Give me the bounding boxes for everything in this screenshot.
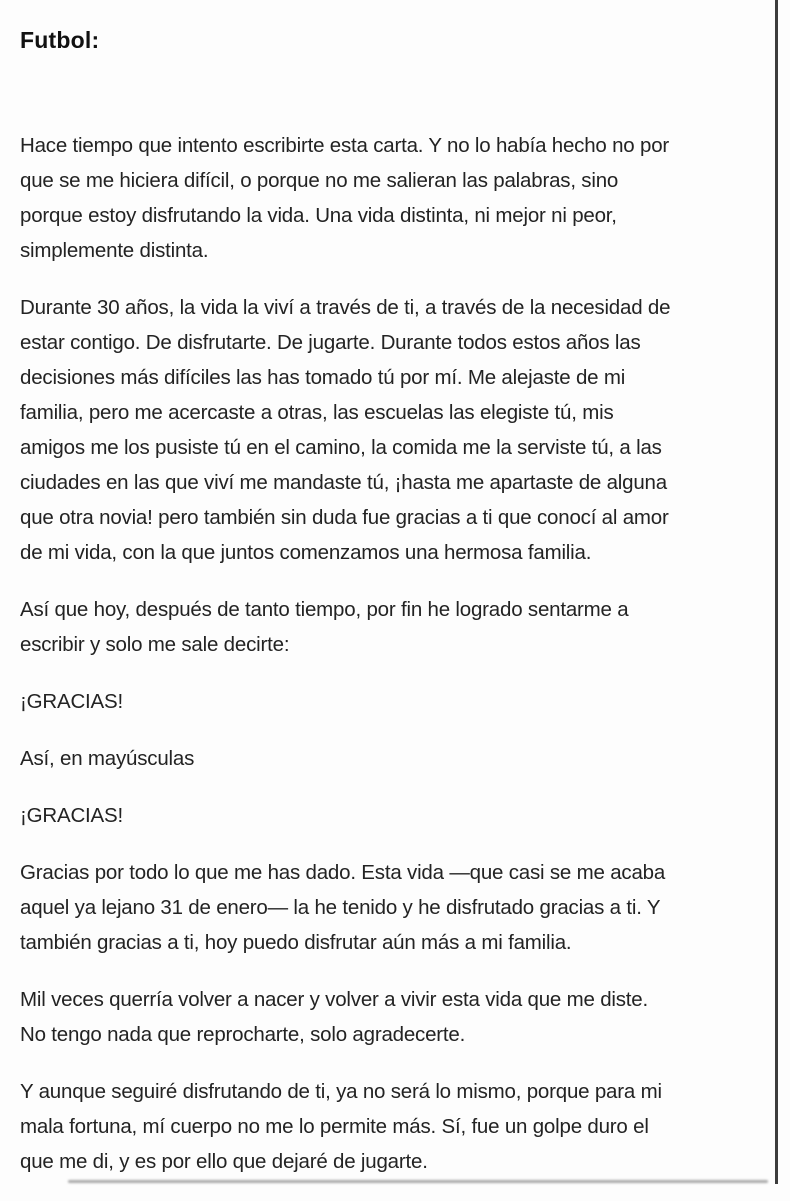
paragraph bbox=[20, 855, 766, 960]
paragraph bbox=[20, 684, 766, 719]
text-line: ¡GRACIAS! bbox=[20, 690, 123, 713]
letter-paragraphs bbox=[20, 128, 766, 1179]
text-line: de mi vida, con la que juntos comenzamos una hermosa familia. bbox=[20, 541, 592, 564]
text-line: Hace tiempo que intento escribirte esta carta. Y no lo había hecho no por bbox=[20, 134, 670, 157]
text-line: que otra novia! pero también sin duda fue gracias a ti que conocí al amor bbox=[20, 506, 669, 529]
text-line: también gracias a ti, hoy puedo disfrutar aún más a mi familia. bbox=[20, 931, 572, 954]
text-line: escribir y solo me sale decirte: bbox=[20, 633, 290, 656]
paragraph bbox=[20, 128, 766, 268]
page-edge-border bbox=[775, 0, 778, 1184]
letter-content bbox=[20, 26, 766, 1201]
text-line: mala fortuna, mí cuerpo no me lo permite más. Sí, fue un golpe duro el bbox=[20, 1115, 649, 1138]
text-line: ¡GRACIAS! bbox=[20, 804, 123, 827]
paragraph bbox=[20, 290, 766, 570]
text-line: simplemente distinta. bbox=[20, 239, 209, 262]
text-line: Así, en mayúsculas bbox=[20, 747, 195, 770]
document-title: Futbol: bbox=[20, 27, 100, 53]
cut-off-text-line bbox=[68, 1180, 768, 1183]
paragraph bbox=[20, 592, 766, 662]
paragraph bbox=[20, 798, 766, 833]
text-line: que se me hiciera difícil, o porque no me salieran las palabras, sino bbox=[20, 169, 619, 192]
text-line: Así que hoy, después de tanto tiempo, por fin he logrado sentarme a bbox=[20, 598, 629, 621]
text-line: Y aunque seguiré disfrutando de ti, ya no será lo mismo, porque para mi bbox=[20, 1080, 662, 1103]
text-line: que me di, y es por ello que dejaré de jugarte. bbox=[20, 1150, 428, 1173]
text-line: Mil veces querría volver a nacer y volver a vivir esta vida que me diste. bbox=[20, 988, 648, 1011]
paragraph bbox=[20, 1074, 766, 1179]
paragraph bbox=[20, 741, 766, 776]
text-line: amigos me los pusiste tú en el camino, la comida me la serviste tú, a las bbox=[20, 436, 662, 459]
text-line: ciudades en las que viví me mandaste tú, ¡hasta me apartaste de alguna bbox=[20, 471, 667, 494]
text-line: Durante 30 años, la vida la viví a través de ti, a través de la necesidad de bbox=[20, 296, 671, 319]
text-line: decisiones más difíciles las has tomado tú por mí. Me alejaste de mi bbox=[20, 366, 626, 389]
text-line: porque estoy disfrutando la vida. Una vida distinta, ni mejor ni peor, bbox=[20, 204, 617, 227]
text-line: aquel ya lejano 31 de enero— la he tenido y he disfrutado gracias a ti. Y bbox=[20, 896, 661, 919]
text-line: familia, pero me acercaste a otras, las escuelas las elegiste tú, mis bbox=[20, 401, 614, 424]
paragraph bbox=[20, 982, 766, 1052]
text-line: Gracias por todo lo que me has dado. Esta vida —que casi se me acaba bbox=[20, 861, 666, 884]
text-line: No tengo nada que reprocharte, solo agradecerte. bbox=[20, 1023, 466, 1046]
text-line: estar contigo. De disfrutarte. De jugarte. Durante todos estos años las bbox=[20, 331, 641, 354]
